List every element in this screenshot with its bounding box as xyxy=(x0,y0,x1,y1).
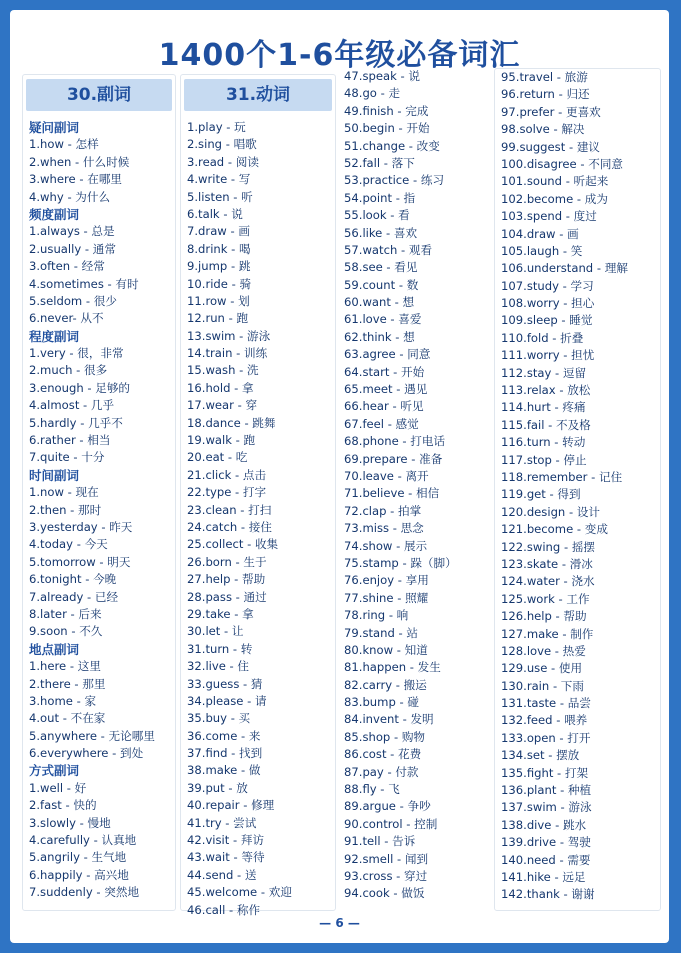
vocab-entry: 88.fly - 飞 xyxy=(344,782,400,797)
vocab-entry: 48.go - 走 xyxy=(344,86,401,101)
vocab-entry: 92.smell - 闻到 xyxy=(344,851,429,866)
vocab-entry: 81.happen - 发生 xyxy=(344,660,441,675)
vocab-entry: 51.change - 改变 xyxy=(344,138,440,153)
vocab-entry: 101.sound - 听起来 xyxy=(501,174,609,189)
category-heading: 程度副词 xyxy=(29,328,80,344)
vocab-entry: 4.write - 写 xyxy=(187,172,251,187)
vocab-entry: 37.find - 找到 xyxy=(187,746,263,761)
vocab-entry: 5.seldom - 很少 xyxy=(29,293,117,308)
vocab-entry: 90.control - 控制 xyxy=(344,816,438,831)
vocab-entry: 3.often - 经常 xyxy=(29,259,105,274)
vocab-entry: 7.already - 已经 xyxy=(29,589,119,604)
vocab-entry: 134.set - 摆放 xyxy=(501,748,580,763)
verbs-column-3 xyxy=(494,68,661,911)
page-title-text: 1400个1-6年级必备词汇 xyxy=(158,38,521,73)
vocab-entry: 6.everywhere - 到处 xyxy=(29,746,144,761)
vocab-entry: 80.know - 知道 xyxy=(344,642,428,657)
vocab-entry: 108.worry - 担心 xyxy=(501,296,595,311)
vocab-entry: 94.cook - 做饭 xyxy=(344,886,425,901)
vocab-entry: 62.think - 想 xyxy=(344,329,415,344)
verbs-column-1 xyxy=(180,74,336,917)
vocab-entry: 137.swim - 游泳 xyxy=(501,800,592,815)
vocab-entry: 18.dance - 跳舞 xyxy=(187,415,276,430)
vocab-entry: 55.look - 看 xyxy=(344,208,410,223)
vocab-entry: 5.tomorrow - 明天 xyxy=(29,554,131,569)
vocab-entry: 14.train - 训练 xyxy=(187,346,268,361)
vocab-entry: 3.read - 阅读 xyxy=(187,154,259,169)
vocab-entry: 39.put - 放 xyxy=(187,780,248,795)
vocab-entry: 121.become - 变成 xyxy=(501,522,608,537)
vocab-entry: 6.happily - 高兴地 xyxy=(29,867,129,882)
vocab-entry: 6.never- 从不 xyxy=(29,311,104,326)
vocab-entry: 56.like - 喜欢 xyxy=(344,225,418,240)
vocab-entry: 6.talk - 说 xyxy=(187,206,243,221)
vocab-entry: 33.guess - 猜 xyxy=(187,676,263,691)
vocab-entry: 52.fall - 落下 xyxy=(344,155,415,170)
verbs-list-1 xyxy=(181,119,335,919)
vocab-entry: 86.cost - 花费 xyxy=(344,747,422,762)
vocab-entry: 34.please - 请 xyxy=(187,693,267,708)
vocab-entry: 13.swim - 游泳 xyxy=(187,328,271,343)
vocab-entry: 29.take - 拿 xyxy=(187,606,254,621)
vocab-entry: 97.prefer - 更喜欢 xyxy=(501,104,601,119)
vocab-entry: 25.collect - 收集 xyxy=(187,537,279,552)
vocab-entry: 4.today - 今天 xyxy=(29,537,108,552)
vocab-entry: 96.return - 归还 xyxy=(501,87,590,102)
vocab-entry: 114.hurt - 疼痛 xyxy=(501,400,586,415)
vocab-entry: 79.stand - 站 xyxy=(344,625,418,640)
vocab-entry: 53.practice - 练习 xyxy=(344,173,445,188)
vocab-entry: 8.drink - 喝 xyxy=(187,241,251,256)
vocab-entry: 1.very - 很，非常 xyxy=(29,346,124,361)
vocab-entry: 58.see - 看见 xyxy=(344,260,418,275)
vocab-entry: 135.fight - 打架 xyxy=(501,765,589,780)
vocab-entry: 68.phone - 打电话 xyxy=(344,434,446,449)
vocab-entry: 17.wear - 穿 xyxy=(187,398,258,413)
vocab-entry: 5.angrily - 生气地 xyxy=(29,850,127,865)
vocab-entry: 6.rather - 相当 xyxy=(29,433,111,448)
vocab-entry: 118.remember - 记住 xyxy=(501,469,623,484)
vocab-entry: 57.watch - 观看 xyxy=(344,242,433,257)
category-heading: 频度副词 xyxy=(29,206,80,222)
vocab-entry: 22.type - 打字 xyxy=(187,485,267,500)
vocab-entry: 71.believe - 相信 xyxy=(344,486,440,501)
vocab-entry: 67.feel - 感觉 xyxy=(344,416,419,431)
vocab-entry: 49.finish - 完成 xyxy=(344,103,429,118)
vocab-entry: 2.there - 那里 xyxy=(29,676,106,691)
vocab-entry: 75.stamp - 跺（脚） xyxy=(344,555,457,570)
vocab-entry: 26.born - 生于 xyxy=(187,554,267,569)
vocab-entry: 42.visit - 拜访 xyxy=(187,833,265,848)
vocab-entry: 1.play - 玩 xyxy=(187,120,246,134)
vocab-entry: 61.love - 喜爱 xyxy=(344,312,422,327)
vocab-entry: 120.design - 设计 xyxy=(501,504,601,519)
vocab-entry: 44.send - 送 xyxy=(187,867,257,882)
vocab-entry: 38.make - 做 xyxy=(187,763,261,778)
adverbs-column xyxy=(22,74,176,911)
vocab-entry: 3.slowly - 慢地 xyxy=(29,815,111,830)
vocab-entry: 8.later - 后来 xyxy=(29,606,102,621)
vocab-entry: 40.repair - 修理 xyxy=(187,798,275,813)
vocab-entry: 73.miss - 思念 xyxy=(344,521,424,536)
vocab-entry: 136.plant - 种植 xyxy=(501,783,592,798)
vocab-entry: 4.sometimes - 有时 xyxy=(29,276,139,291)
vocab-entry: 43.wait - 等待 xyxy=(187,850,265,865)
vocab-entry: 30.let - 让 xyxy=(187,624,244,639)
vocab-entry: 140.need - 需要 xyxy=(501,852,591,867)
vocab-entry: 77.shine - 照耀 xyxy=(344,590,429,605)
vocab-entry: 99.suggest - 建议 xyxy=(501,139,601,154)
vocab-entry: 78.ring - 响 xyxy=(344,608,409,623)
vocab-entry: 109.sleep - 睡觉 xyxy=(501,313,593,328)
vocab-entry: 1.here - 这里 xyxy=(29,659,101,674)
vocab-entry: 1.how - 怎样 xyxy=(29,137,99,152)
category-heading: 方式副词 xyxy=(29,763,80,779)
vocab-entry: 50.begin - 开始 xyxy=(344,121,430,136)
vocab-entry: 128.love - 热爱 xyxy=(501,643,586,658)
vocab-entry: 117.stop - 停止 xyxy=(501,452,587,467)
vocab-entry: 60.want - 想 xyxy=(344,295,415,310)
vocab-entry: 141.hike - 远足 xyxy=(501,869,586,884)
vocab-entry: 103.spend - 度过 xyxy=(501,209,597,224)
vocab-entry: 112.stay - 逗留 xyxy=(501,365,587,380)
vocab-entry: 4.carefully - 认真地 xyxy=(29,833,137,848)
vocab-entry: 1.well - 好 xyxy=(29,780,87,795)
category-heading: 地点副词 xyxy=(29,641,80,657)
vocab-entry: 83.bump - 碰 xyxy=(344,695,419,710)
vocab-entry: 19.walk - 跑 xyxy=(187,433,256,448)
vocab-entry: 72.clap - 拍掌 xyxy=(344,503,422,518)
vocab-entry: 76.enjoy - 享用 xyxy=(344,573,429,588)
vocab-entry: 47.speak - 说 xyxy=(344,69,420,83)
vocab-entry: 138.dive - 跳水 xyxy=(501,817,587,832)
vocab-entry: 1.now - 现在 xyxy=(29,485,99,500)
vocab-entry: 129.use - 使用 xyxy=(501,661,583,676)
vocab-entry: 3.home - 家 xyxy=(29,693,97,708)
vocab-entry: 63.agree - 同意 xyxy=(344,347,431,362)
vocab-entry: 16.hold - 拿 xyxy=(187,380,254,395)
vocab-entry: 27.help - 帮助 xyxy=(187,572,266,587)
vocab-entry: 105.laugh - 笑 xyxy=(501,243,583,258)
vocab-entry: 125.work - 工作 xyxy=(501,591,590,606)
vocab-entry: 36.come - 来 xyxy=(187,728,261,743)
vocab-entry: 87.pay - 付款 xyxy=(344,764,419,779)
vocab-entry: 89.argue - 争吵 xyxy=(344,799,431,814)
vocab-entry: 1.always - 总是 xyxy=(29,224,115,239)
vocab-entry: 3.where - 在哪里 xyxy=(29,172,123,187)
vocab-entry: 102.become - 成为 xyxy=(501,191,608,206)
vocab-entry: 122.swing - 摇摆 xyxy=(501,539,596,554)
vocab-entry: 59.count - 数 xyxy=(344,277,419,292)
vocab-entry: 124.water - 浇水 xyxy=(501,574,595,589)
vocab-entry: 131.taste - 品尝 xyxy=(501,696,591,711)
vocab-entry: 6.tonight - 今晚 xyxy=(29,572,117,587)
vocab-entry: 11.row - 划 xyxy=(187,293,250,308)
vocab-entry: 85.shop - 购物 xyxy=(344,729,426,744)
adverbs-list xyxy=(23,119,175,902)
vocab-entry: 82.carry - 搬运 xyxy=(344,677,427,692)
category-heading: 疑问副词 xyxy=(29,120,80,135)
vocab-entry: 84.invent - 发明 xyxy=(344,712,434,727)
vocab-entry: 139.drive - 驾驶 xyxy=(501,835,591,850)
vocab-entry: 130.rain - 下雨 xyxy=(501,678,584,693)
vocab-entry: 2.much - 很多 xyxy=(29,363,108,378)
vocab-entry: 95.travel - 旅游 xyxy=(501,70,588,84)
category-heading: 时间副词 xyxy=(29,467,80,483)
vocab-entry: 119.get - 得到 xyxy=(501,487,581,502)
vocabulary-page xyxy=(10,10,669,943)
vocab-entry: 24.catch - 接住 xyxy=(187,519,272,534)
vocab-entry: 12.run - 跑 xyxy=(187,311,249,326)
vocab-entry: 74.show - 展示 xyxy=(344,538,428,553)
vocab-entry: 5.listen - 听 xyxy=(187,189,253,204)
vocab-entry: 31.turn - 转 xyxy=(187,641,253,656)
vocab-entry: 28.pass - 通过 xyxy=(187,589,267,604)
vocab-entry: 7.suddenly - 突然地 xyxy=(29,885,140,900)
vocab-entry: 21.click - 点击 xyxy=(187,467,267,482)
vocab-entry: 93.cross - 穿过 xyxy=(344,868,428,883)
vocab-entry: 106.understand - 理解 xyxy=(501,261,628,276)
vocab-entry: 107.study - 学习 xyxy=(501,278,594,293)
vocab-entry: 65.meet - 遇见 xyxy=(344,382,428,397)
vocab-entry: 111.worry - 担忧 xyxy=(501,348,595,363)
adverbs-heading: 30.副词 xyxy=(26,79,172,111)
vocab-entry: 70.leave - 离开 xyxy=(344,468,429,483)
vocab-entry: 127.make - 制作 xyxy=(501,626,594,641)
vocab-entry: 132.feed - 喂养 xyxy=(501,713,588,728)
vocab-entry: 4.why - 为什么 xyxy=(29,189,111,204)
vocab-entry: 110.fold - 折叠 xyxy=(501,330,584,345)
vocab-entry: 3.enough - 足够的 xyxy=(29,380,131,395)
vocab-entry: 46.call - 称作 xyxy=(187,902,261,917)
vocab-entry: 9.soon - 不久 xyxy=(29,624,103,639)
vocab-entry: 3.yesterday - 昨天 xyxy=(29,519,133,534)
vocab-entry: 64.start - 开始 xyxy=(344,364,425,379)
vocab-entry: 123.skate - 滑冰 xyxy=(501,556,593,571)
vocab-entry: 142.thank - 谢谢 xyxy=(501,887,595,902)
vocab-entry: 115.fail - 不及格 xyxy=(501,417,591,432)
vocab-entry: 15.wash - 洗 xyxy=(187,363,259,378)
vocab-entry: 66.hear - 听见 xyxy=(344,399,424,414)
vocab-entry: 2.usually - 通常 xyxy=(29,241,116,256)
vocab-entry: 2.when - 什么时候 xyxy=(29,154,130,169)
vocab-entry: 5.anywhere - 无论哪里 xyxy=(29,728,155,743)
vocab-entry: 116.turn - 转动 xyxy=(501,435,586,450)
vocab-entry: 9.jump - 跳 xyxy=(187,259,251,274)
vocab-entry: 41.try - 尝试 xyxy=(187,815,257,830)
vocab-entry: 113.relax - 放松 xyxy=(501,383,591,398)
vocab-entry: 98.solve - 解决 xyxy=(501,122,585,137)
vocab-entry: 2.then - 那时 xyxy=(29,502,102,517)
vocab-entry: 104.draw - 画 xyxy=(501,226,579,241)
vocab-entry: 126.help - 帮助 xyxy=(501,609,587,624)
vocab-entry: 32.live - 住 xyxy=(187,659,250,674)
vocab-entry: 7.draw - 画 xyxy=(187,224,250,239)
vocab-entry: 2.fast - 快的 xyxy=(29,798,97,813)
verbs-column-2 xyxy=(338,68,490,903)
vocab-entry: 2.sing - 唱歌 xyxy=(187,137,257,152)
verbs-list-3 xyxy=(495,69,660,904)
vocab-entry: 133.open - 打开 xyxy=(501,730,591,745)
vocab-entry: 23.clean - 打扫 xyxy=(187,502,272,517)
vocab-entry: 91.tell - 告诉 xyxy=(344,834,416,849)
vocab-entry: 5.hardly - 几乎不 xyxy=(29,415,123,430)
vocab-entry: 100.disagree - 不同意 xyxy=(501,156,624,171)
vocab-entry: 45.welcome - 欢迎 xyxy=(187,885,292,900)
vocab-entry: 20.eat - 吃 xyxy=(187,450,248,465)
vocab-entry: 4.almost - 几乎 xyxy=(29,398,115,413)
page-number: — 6 — xyxy=(319,916,360,930)
vocab-entry: 35.buy - 买 xyxy=(187,711,251,726)
vocab-entry: 69.prepare - 准备 xyxy=(344,451,443,466)
vocab-entry: 4.out - 不在家 xyxy=(29,711,106,726)
vocab-entry: 10.ride - 骑 xyxy=(187,276,252,291)
verbs-heading: 31.动词 xyxy=(184,79,332,111)
vocab-entry: 7.quite - 十分 xyxy=(29,450,105,465)
vocab-entry: 54.point - 指 xyxy=(344,190,416,205)
verbs-list-2 xyxy=(338,68,490,903)
